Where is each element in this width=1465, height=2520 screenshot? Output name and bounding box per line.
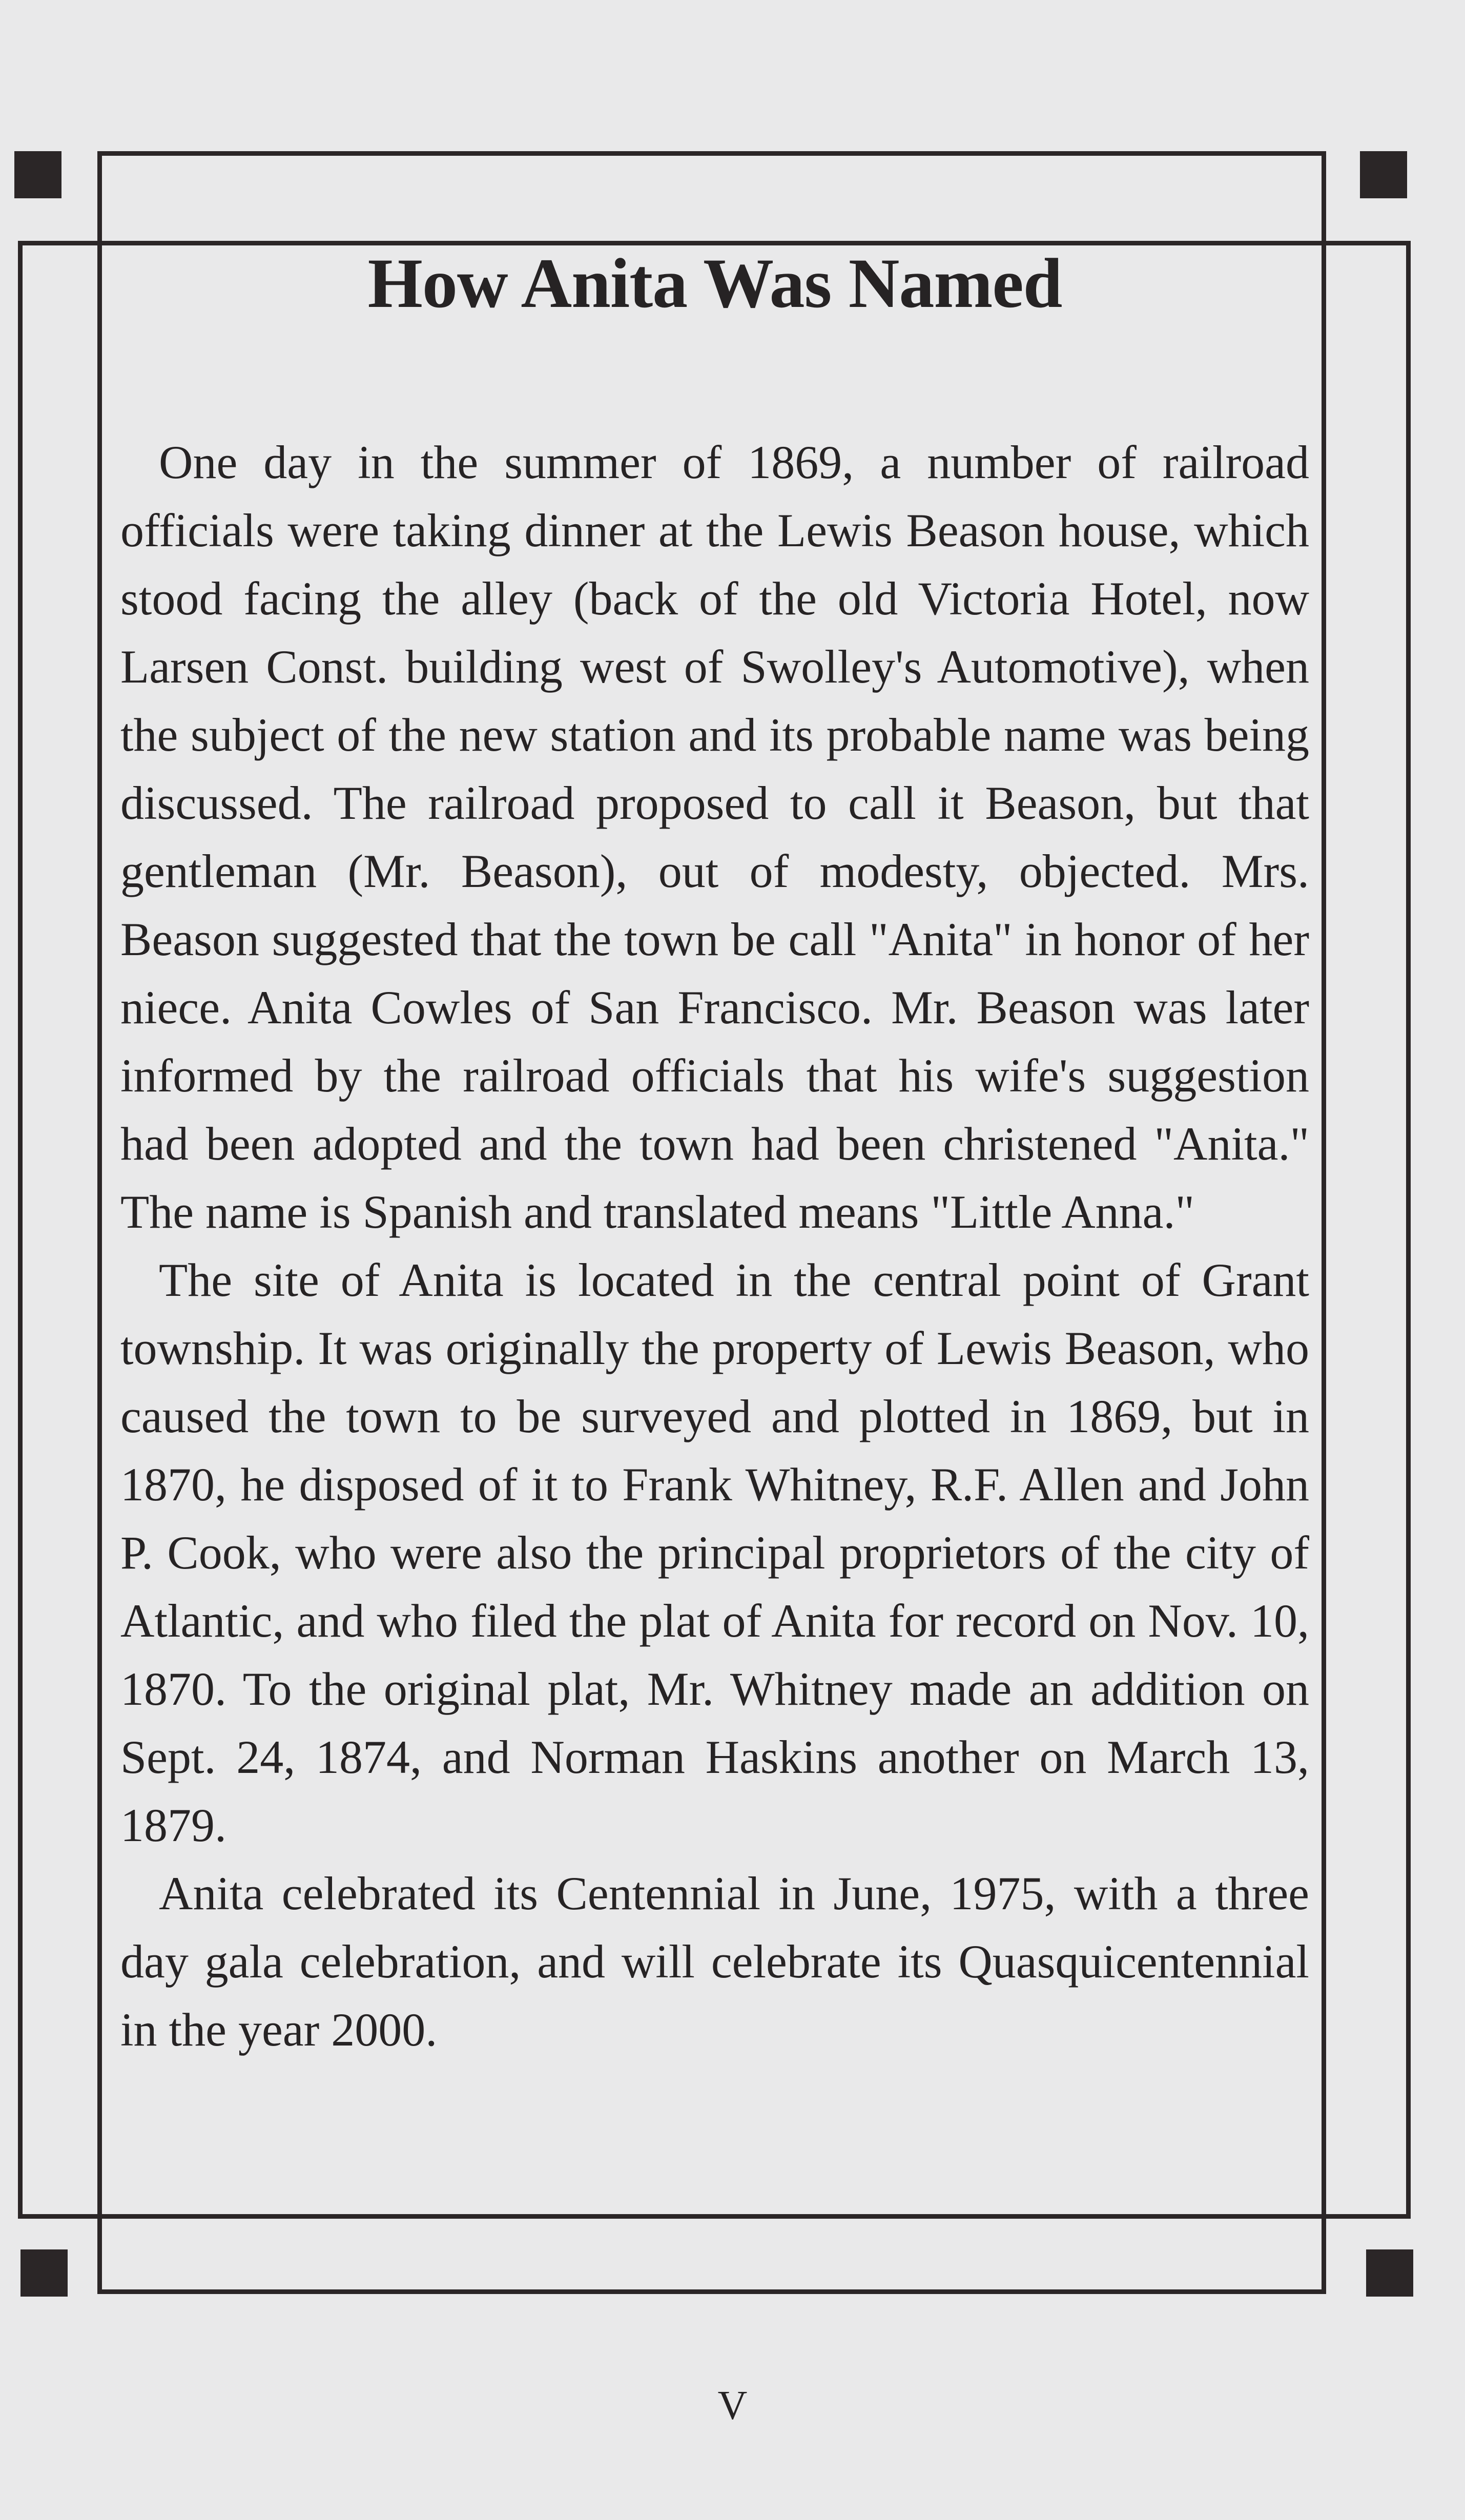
frame-corner-bottom-right	[1366, 2249, 1413, 2297]
page-title: How Anita Was Named	[367, 244, 1062, 322]
frame-corner-top-left	[14, 151, 61, 198]
paragraph-naming-story: One day in the summer of 1869, a number of railroad officials were taking dinner at the Lewis Beason house, which stood facing the alley (back of the old Victoria Hotel, now Larsen Const. building west of Swolley's Automotive), when the subject of the new station and its probable name was being discussed. The railroad proposed to call it Beason, but that gentleman (Mr. Beason), out of modesty, objected. Mrs. Beason suggested that the town be call "Anita" in honor of her niece. Anita Cowles of San Francisco. Mr. Beason was later informed by the railroad officials that his wife's suggestion had been adopted and the town had been christened "Anita." The name is Spanish and translated means "Little Anna."	[120, 436, 1309, 1238]
page-number: V	[717, 2383, 748, 2428]
paragraph-town-site: The site of Anita is located in the central point of Grant township. It was originally the property of Lewis Beason, who caused the town to be surveyed and plotted in 1869, but in 1870, he disposed of it to Frank Whitney, R.F. Allen and John P. Cook, who were also the principal proprietors of the city of Atlantic, and who filed the plat of Anita for record on Nov. 10, 1870. To the original plat, Mr. Whitney made an addition on Sept. 24, 1874, and Norman Haskins another on March 13, 1879.	[120, 1253, 1309, 1851]
page-content	[120, 241, 1309, 2064]
paragraph-centennial: Anita celebrated its Centennial in June, 1975, with a three day gala celebration, and will celebrate its Quasquicentennial in the year 2000.	[120, 1867, 1309, 2056]
frame-corner-top-right	[1360, 151, 1407, 198]
frame-corner-bottom-left	[20, 2249, 68, 2297]
